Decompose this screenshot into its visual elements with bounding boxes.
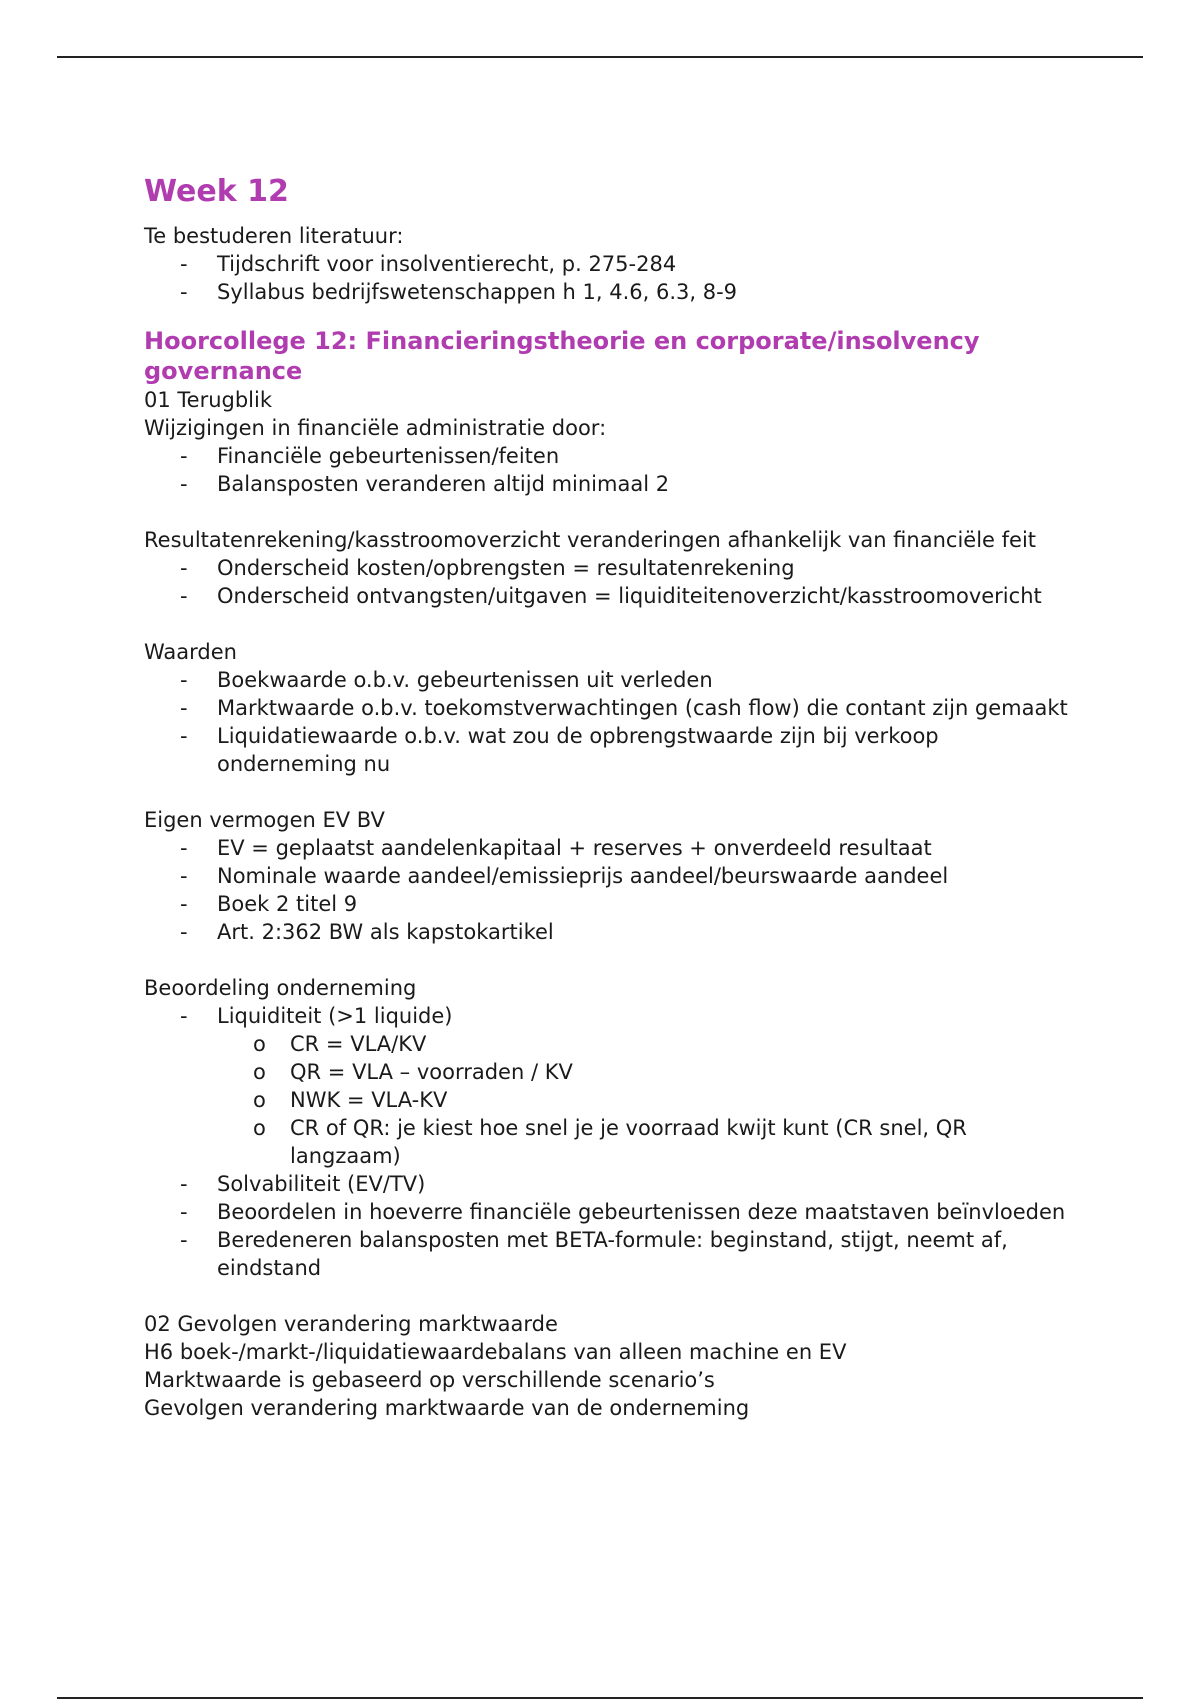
list-item: - Onderscheid kosten/opbrengsten = resultatenrekening: [144, 554, 1074, 582]
sub-list-item: o NWK = VLA-KV: [144, 1086, 1074, 1114]
sub-list-item: o CR of QR: je kiest hoe snel je je voorraad kwijt kunt (CR snel, QR langzaam): [144, 1114, 1074, 1170]
resultaten-list: [144, 554, 1074, 610]
list-item: - Onderscheid ontvangsten/uitgaven = liquiditeitenoverzicht/kasstroomovericht: [144, 582, 1074, 610]
list-item: - Liquidatiewaarde o.b.v. wat zou de opbrengstwaarde zijn bij verkoop onderneming nu: [144, 722, 1074, 778]
list-item: - Marktwaarde o.b.v. toekomstverwachtingen (cash flow) die contant zijn gemaakt: [144, 694, 1074, 722]
beoordeling-list-2: [144, 1170, 1074, 1282]
list-item: - Solvabiliteit (EV/TV): [144, 1170, 1074, 1198]
document-body: [144, 172, 1074, 1422]
paragraph: Waarden: [144, 640, 237, 664]
list-item: - Syllabus bedrijfswetenschappen h 1, 4.6, 6.3, 8-9: [144, 278, 1074, 306]
paragraph: Marktwaarde is gebaseerd op verschillende scenario’s: [144, 1368, 715, 1392]
lecture-title: Hoorcollege 12: Financieringstheorie en corporate/insolvency governance: [144, 327, 980, 385]
liquiditeit-sublist: [144, 1030, 1074, 1170]
paragraph: H6 boek-/markt-/liquidatiewaardebalans van alleen machine en EV: [144, 1340, 847, 1364]
literature-list: [144, 250, 1074, 306]
footer-rule: [57, 1697, 1143, 1699]
list-item: - Boek 2 titel 9: [144, 890, 1074, 918]
list-item: - Boekwaarde o.b.v. gebeurtenissen uit verleden: [144, 666, 1074, 694]
sub-list-item: o QR = VLA – voorraden / KV: [144, 1058, 1074, 1086]
list-item: - Tijdschrift voor insolventierecht, p. 275-284: [144, 250, 1074, 278]
list-item: - Balansposten veranderen altijd minimaal 2: [144, 470, 1074, 498]
paragraph: Gevolgen verandering marktwaarde van de onderneming: [144, 1396, 750, 1420]
paragraph: Beoordeling onderneming: [144, 976, 417, 1000]
paragraph: Eigen vermogen EV BV: [144, 808, 385, 832]
paragraph: Wijzigingen in financiële administratie door:: [144, 416, 607, 440]
list-item: - Art. 2:362 BW als kapstokartikel: [144, 918, 1074, 946]
paragraph: Resultatenrekening/kasstroomoverzicht veranderingen afhankelijk van financiële feit: [144, 528, 1037, 552]
list-item: - Beoordelen in hoeverre financiële gebeurtenissen deze maatstaven beïnvloeden: [144, 1198, 1074, 1226]
section-heading: 02 Gevolgen verandering marktwaarde: [144, 1312, 558, 1336]
header-rule: [57, 56, 1143, 58]
list-item: - EV = geplaatst aandelenkapitaal + reserves + onverdeeld resultaat: [144, 834, 1074, 862]
waarden-list: [144, 666, 1074, 778]
list-item: - Liquiditeit (>1 liquide): [144, 1002, 1074, 1030]
list-item: - Nominale waarde aandeel/emissieprijs aandeel/beurswaarde aandeel: [144, 862, 1074, 890]
list-item: - Financiële gebeurtenissen/feiten: [144, 442, 1074, 470]
ev-list: [144, 834, 1074, 946]
literature-intro: Te bestuderen literatuur:: [144, 224, 404, 248]
changes-list: [144, 442, 1074, 498]
sub-list-item: o CR = VLA/KV: [144, 1030, 1074, 1058]
list-item: - Beredeneren balansposten met BETA-formule: beginstand, stijgt, neemt af, eindstand: [144, 1226, 1074, 1282]
week-title: Week 12: [144, 174, 289, 209]
beoordeling-list: [144, 1002, 1074, 1030]
section-heading: 01 Terugblik: [144, 388, 273, 412]
